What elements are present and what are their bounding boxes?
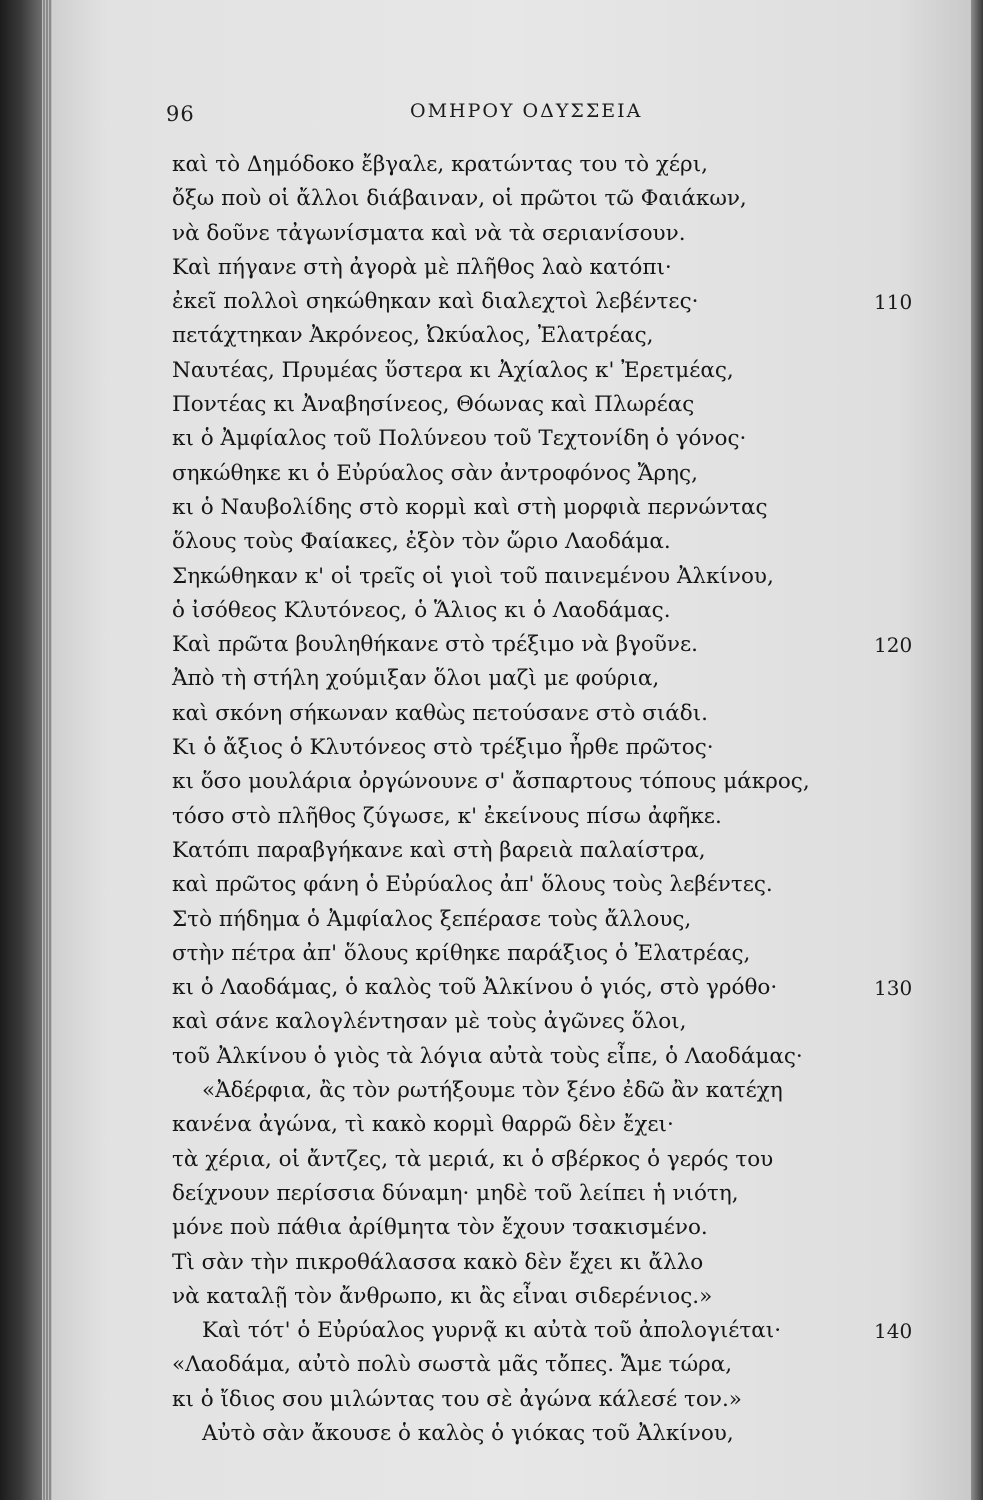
verse-text: τὰ χέρια, οἱ ἄντζες, τὰ μεριά, κι ὁ σβέρκος ὁ γερός του — [172, 1146, 774, 1172]
verse-line — [172, 560, 972, 594]
verse-text: κι ὁ Λαοδάμας, ὁ καλὸς τοῦ Ἀλκίνου ὁ γιός, στὸ γρόθο· — [172, 975, 778, 1001]
verse-line — [172, 182, 972, 216]
verse-text: καὶ τὸ Δημόδοκο ἔβγαλε, κρατώντας του τὸ χέρι, — [172, 152, 708, 177]
verse-text: κι ὅσο μουλάρια ὀργώνουνε σ' ἄσπαρτους τόπους μάκρος, — [172, 769, 810, 795]
verse-text: «Ἀδέρφια, ἂς τὸν ρωτήξουμε τὸν ξένο ἐδῶ ἂν κατέχη — [202, 1078, 783, 1104]
page-header — [52, 94, 971, 124]
verse-text: Αὐτὸ σὰν ἄκουσε ὁ καλὸς ὁ γιόκας τοῦ Ἀλκίνου, — [202, 1420, 734, 1446]
verse-line — [172, 937, 972, 971]
verse-text: καὶ σκόνη σήκωναν καθὼς πετούσανε στὸ σιάδι. — [172, 700, 708, 726]
verse-text: μόνε ποὺ πάθια ἀρίθμητα τὸν ἔχουν τσακισμένο. — [172, 1215, 708, 1241]
verse-line — [172, 800, 972, 834]
verse-line — [172, 354, 972, 388]
verse-line — [172, 1143, 972, 1177]
verse-text: Καὶ τότ' ὁ Εὐρύαλος γυρνᾷ κι αὐτὰ τοῦ ἀπολογιέται· — [202, 1318, 782, 1344]
verse-list — [172, 148, 972, 1451]
verse-line — [172, 662, 972, 696]
verse-line — [172, 1211, 972, 1245]
verse-line — [172, 1383, 972, 1417]
verse-text: ὅλους τοὺς Φαίακες, ἐξὸν τὸν ὥριο Λαοδάμα. — [172, 529, 671, 555]
verse-line — [172, 834, 972, 868]
verse-line — [172, 594, 972, 628]
verse-line — [172, 1314, 972, 1348]
verse-line — [172, 971, 972, 1005]
verse-line — [172, 319, 972, 353]
verse-text: καὶ σάνε καλογλέντησαν μὲ τοὺς ἀγῶνες ὅλοι, — [172, 1009, 687, 1035]
verse-text: ὁ ἰσόθεος Κλυτόνεος, ὁ Ἅλιος κι ὁ Λαοδάμας. — [172, 597, 671, 623]
verse-text: νὰ δοῦνε τἀγωνίσματα καὶ νὰ τὰ σεριανίσουν. — [172, 220, 686, 246]
verse-text: ὄξω ποὺ οἱ ἄλλοι διάβαιναν, οἱ πρῶτοι τῶ Φαιάκων, — [172, 186, 747, 212]
verse-text: Ποντέας κι Ἀναβησίνεος, Θόωνας καὶ Πλωρέας — [172, 392, 695, 418]
verse-text: ἐκεῖ πολλοὶ σηκώθηκαν καὶ διαλεχτοὶ λεβέντες· — [172, 289, 699, 315]
running-title: ΟΜΗΡΟΥ ΟΔΥΣΣΕΙΑ — [410, 100, 643, 122]
verse-text: κανένα ἀγώνα, τὶ κακὸ κορμὶ θαρρῶ δὲν ἔχει· — [172, 1112, 674, 1138]
verse-line — [172, 1040, 972, 1074]
verse-text: Κατόπι παραβγήκανε καὶ στὴ βαρειὰ παλαίστρα, — [172, 837, 706, 863]
verse-line — [172, 422, 972, 456]
verse-text: κι ὁ ἴδιος σου μιλώντας του σὲ ἀγώνα κάλεσέ τον.» — [172, 1386, 742, 1412]
verse-number: 130 — [874, 976, 913, 1001]
verse-text: τοῦ Ἀλκίνου ὁ γιὸς τὰ λόγια αὐτὰ τοὺς εἶπε, ὁ Λαοδάμας· — [172, 1043, 803, 1069]
verse-text: κι ὁ Ἀμφίαλος τοῦ Πολύνεου τοῦ Τεχτονίδη ὁ γόνος· — [172, 426, 747, 452]
verse-text: Κι ὁ ἄξιος ὁ Κλυτόνεος στὸ τρέξιμο ἦρθε πρῶτος· — [172, 735, 714, 761]
verse-number: 120 — [874, 633, 913, 658]
page-number: 96 — [166, 102, 195, 126]
verse-number: 110 — [874, 290, 913, 315]
verse-text: σηκώθηκε κι ὁ Εὐρύαλος σὰν ἀντροφόνος Ἄρης, — [172, 460, 698, 486]
verse-line — [172, 388, 972, 422]
verse-text: Ναυτέας, Πρυμέας ὕστερα κι Ἀχίαλος κ' Ἐρετμέας, — [172, 357, 734, 383]
verse-text: Καὶ πήγανε στὴ ἀγορὰ μὲ πλῆθος λαὸ κατόπι· — [172, 254, 672, 280]
verse-line — [172, 1348, 972, 1382]
verse-line — [172, 1417, 972, 1451]
verse-line — [172, 1005, 972, 1039]
verse-line — [172, 148, 972, 182]
verse-line — [172, 868, 972, 902]
verse-text: νὰ καταλῇ τὸν ἄνθρωπο, κι ἂς εἶναι σιδερένιος.» — [172, 1283, 713, 1309]
verse-text: τόσο στὸ πλῆθος ζύγωσε, κ' ἐκείνους πίσω ἀφῆκε. — [172, 803, 722, 829]
verse-line — [172, 1246, 972, 1280]
verse-line — [172, 731, 972, 765]
verse-text: «Λαοδάμα, αὐτὸ πολὺ σωστὰ μᾶς τὄπες. Ἄμε τώρα, — [172, 1352, 733, 1378]
verse-line — [172, 217, 972, 251]
verse-line — [172, 491, 972, 525]
verse-line — [172, 525, 972, 559]
verse-text: πετάχτηκαν Ἀκρόνεος, Ὠκύαλος, Ἐλατρέας, — [172, 323, 654, 349]
verse-text: Στὸ πήδημα ὁ Ἀμφίαλος ξεπέρασε τοὺς ἄλλους, — [172, 906, 692, 932]
verse-line — [172, 1074, 972, 1108]
verse-text: καὶ πρῶτος φάνη ὁ Εὐρύαλος ἀπ' ὅλους τοὺς λεβέντες. — [172, 872, 773, 898]
book-page — [52, 0, 971, 1500]
verse-line — [172, 457, 972, 491]
verse-text: Τὶ σὰν τὴν πικροθάλασσα κακὸ δὲν ἔχει κι ἄλλο — [172, 1249, 704, 1275]
book-spine-edge — [0, 0, 52, 1500]
verse-line — [172, 285, 972, 319]
verse-text: Ἀπὸ τὴ στήλη χούμιξαν ὅλοι μαζὶ με φούρια, — [172, 666, 660, 692]
verse-text: δείχνουν περίσσια δύναμη· μηδὲ τοῦ λείπει ἡ νιότη, — [172, 1180, 739, 1206]
verse-number: 140 — [874, 1319, 913, 1344]
verse-text: Σηκώθηκαν κ' οἱ τρεῖς οἱ γιοὶ τοῦ παινεμένου Ἀλκίνου, — [172, 563, 774, 589]
page-right-edge — [971, 0, 983, 1500]
verse-text: Καὶ πρῶτα βουληθήκανε στὸ τρέξιμο νὰ βγοῦνε. — [172, 632, 698, 658]
verse-text: στὴν πέτρα ἀπ' ὅλους κρίθηκε παράξιος ὁ Ἐλατρέας, — [172, 940, 751, 966]
verse-line — [172, 628, 972, 662]
verse-line — [172, 903, 972, 937]
verse-text: κι ὁ Ναυβολίδης στὸ κορμὶ καὶ στὴ μορφιὰ περνώντας — [172, 494, 768, 520]
verse-line — [172, 1177, 972, 1211]
verse-line — [172, 1108, 972, 1142]
verse-line — [172, 697, 972, 731]
verse-line — [172, 251, 972, 285]
verse-line — [172, 1280, 972, 1314]
verse-line — [172, 765, 972, 799]
